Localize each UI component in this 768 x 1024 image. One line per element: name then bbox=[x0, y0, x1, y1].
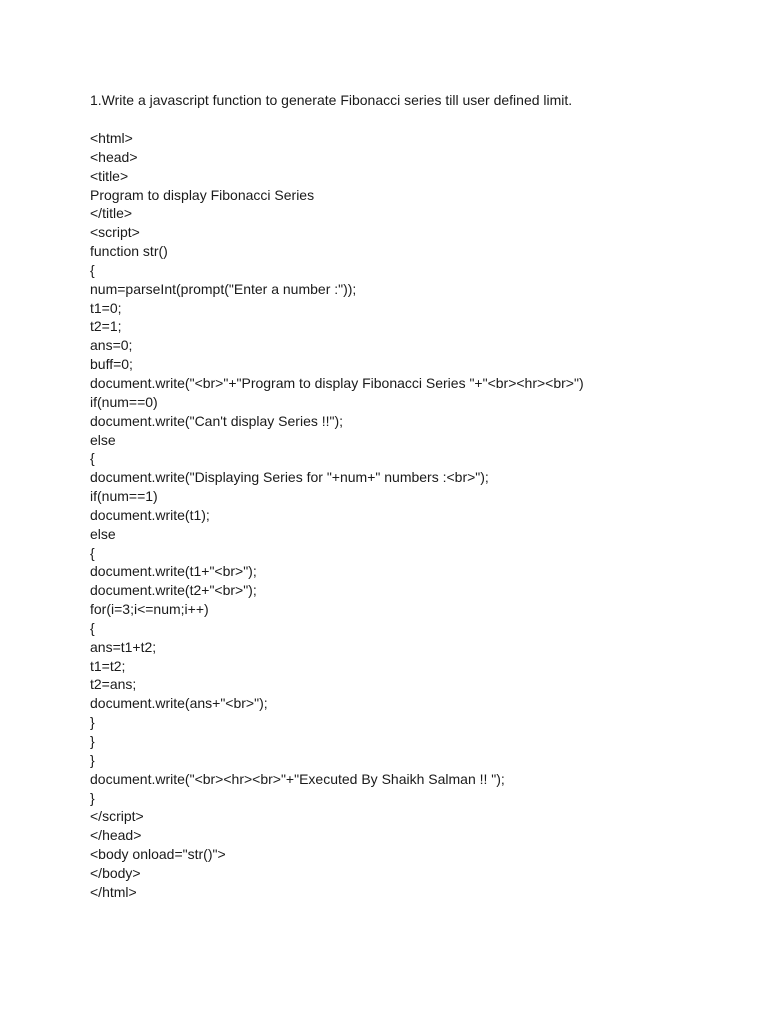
code-line: { bbox=[90, 450, 95, 467]
code-line: <body onload="str()"> bbox=[90, 846, 226, 863]
code-listing bbox=[90, 129, 584, 902]
code-line: <head> bbox=[90, 148, 138, 165]
code-line: else bbox=[90, 525, 116, 542]
code-line: document.write(t1+"<br>"); bbox=[90, 563, 257, 580]
code-line: { bbox=[90, 544, 95, 561]
code-line: <script> bbox=[90, 224, 140, 241]
code-line: <html> bbox=[90, 130, 133, 146]
code-line: document.write("<br>"+"Program to display Fibonacci Series "+"<br><hr><br>") bbox=[90, 374, 584, 391]
code-line: document.write("Displaying Series for "+num+" numbers :<br>"); bbox=[90, 469, 489, 486]
code-line: } bbox=[90, 751, 95, 768]
code-line: </body> bbox=[90, 864, 141, 881]
code-line: if(num==1) bbox=[90, 488, 158, 505]
question-heading: 1.Write a javascript function to generate Fibonacci series till user defined limit. bbox=[90, 92, 573, 108]
code-line: ans=0; bbox=[90, 337, 133, 354]
code-line: document.write("Can't display Series !!"); bbox=[90, 412, 344, 429]
code-line: } bbox=[90, 714, 95, 731]
code-line: t1=t2; bbox=[90, 657, 126, 674]
code-line: t2=1; bbox=[90, 318, 122, 335]
code-line: </title> bbox=[90, 205, 133, 222]
code-line: </html> bbox=[90, 883, 137, 900]
code-line: { bbox=[90, 619, 95, 636]
code-line: buff=0; bbox=[90, 356, 133, 373]
code-line: document.write(t1); bbox=[90, 506, 210, 523]
code-line: t1=0; bbox=[90, 299, 122, 316]
code-line: <title> bbox=[90, 167, 129, 184]
code-line: Program to display Fibonacci Series bbox=[90, 186, 315, 203]
code-line: { bbox=[90, 261, 95, 278]
code-line: document.write("<br><hr><br>"+"Executed By Shaikh Salman !! "); bbox=[90, 770, 505, 787]
code-line: document.write(ans+"<br>"); bbox=[90, 695, 268, 712]
code-line: else bbox=[90, 431, 116, 448]
code-line: num=parseInt(prompt("Enter a number :")); bbox=[90, 280, 357, 297]
code-line: document.write(t2+"<br>"); bbox=[90, 582, 257, 599]
code-line: t2=ans; bbox=[90, 676, 137, 693]
code-line: } bbox=[90, 733, 95, 749]
code-line: function str() bbox=[90, 243, 168, 260]
code-line: if(num==0) bbox=[90, 393, 158, 410]
code-line: </script> bbox=[90, 808, 144, 825]
code-line: for(i=3;i<=num;i++) bbox=[90, 601, 209, 618]
code-line: } bbox=[90, 789, 95, 806]
code-line: ans=t1+t2; bbox=[90, 638, 157, 655]
code-line: </head> bbox=[90, 827, 142, 844]
